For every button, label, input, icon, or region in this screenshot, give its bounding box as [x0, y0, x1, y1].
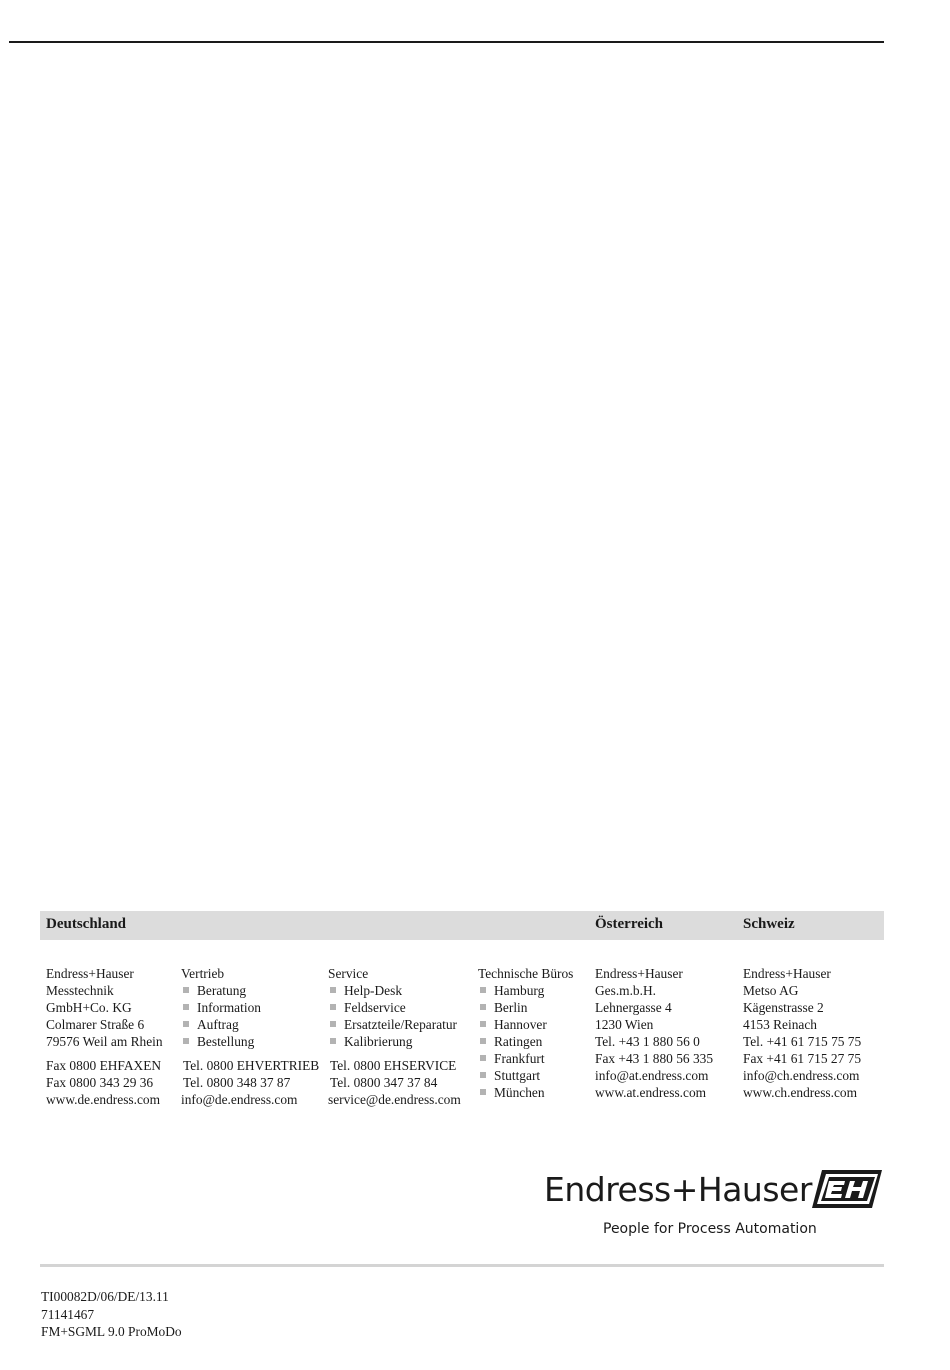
- email-link[interactable]: info@de.endress.com: [181, 1092, 298, 1107]
- address-line: Messtechnik: [46, 983, 114, 998]
- austria-address-column: [595, 965, 713, 1101]
- address-line: GmbH+Co. KG: [46, 1000, 132, 1015]
- address-line: Endress+Hauser: [595, 966, 683, 981]
- header-switzerland: Schweiz: [743, 916, 795, 932]
- address-line: 1230 Wien: [595, 1017, 654, 1032]
- offices-column: [478, 965, 573, 1101]
- logo-tagline: People for Process Automation: [603, 1221, 817, 1237]
- contact-line: Fax +43 1 880 56 335: [595, 1051, 714, 1066]
- list-item: Ratingen: [478, 1033, 573, 1050]
- contact-line: Tel. 0800 EHSERVICE: [330, 1058, 457, 1073]
- list-item: Feldservice: [328, 999, 461, 1016]
- list-item: Berlin: [478, 999, 573, 1016]
- address-line: Endress+Hauser: [743, 966, 831, 981]
- list-item: Bestellung: [181, 1033, 319, 1050]
- contact-line: Tel. 0800 EHVERTRIEB: [183, 1058, 320, 1073]
- list-item: Kalibrierung: [328, 1033, 461, 1050]
- address-line: Colmarer Straße 6: [46, 1017, 145, 1032]
- list-item: Help-Desk: [328, 982, 461, 999]
- list-item: Frankfurt: [478, 1050, 573, 1067]
- address-line: Metso AG: [743, 983, 799, 998]
- email-link[interactable]: info@at.endress.com: [595, 1068, 709, 1083]
- contact-line: Tel. 0800 348 37 87: [183, 1075, 291, 1090]
- contact-line: Tel. +41 61 715 75 75: [743, 1034, 862, 1049]
- address-line: Kägenstrasse 2: [743, 1000, 824, 1015]
- service-column: [328, 965, 461, 1108]
- production-code: FM+SGML 9.0 ProMoDo: [41, 1324, 182, 1339]
- website-link[interactable]: www.de.endress.com: [46, 1092, 161, 1107]
- address-line: 79576 Weil am Rhein: [46, 1034, 163, 1049]
- address-line: Endress+Hauser: [46, 966, 134, 981]
- order-number: 71141467: [41, 1306, 95, 1322]
- sales-title: Vertrieb: [181, 966, 225, 981]
- eh-logo-icon: [812, 1170, 882, 1208]
- service-title: Service: [328, 966, 369, 981]
- email-link[interactable]: service@de.endress.com: [328, 1092, 461, 1107]
- contact-line: Tel. 0800 347 37 84: [330, 1075, 438, 1090]
- company-logo: [544, 1170, 886, 1242]
- list-item: Hamburg: [478, 982, 573, 999]
- list-item: München: [478, 1084, 573, 1101]
- list-item: Auftrag: [181, 1016, 319, 1033]
- email-link[interactable]: info@ch.endress.com: [743, 1068, 860, 1083]
- logo-wordmark: Endress+Hauser: [544, 1170, 812, 1209]
- country-header-bar: [40, 911, 884, 940]
- germany-address-column: [46, 965, 163, 1108]
- address-line: 4153 Reinach: [743, 1017, 818, 1032]
- switzerland-address-column: [743, 965, 861, 1101]
- contact-line: Fax +41 61 715 27 75: [743, 1051, 862, 1066]
- header-germany: Deutschland: [46, 916, 127, 932]
- website-link[interactable]: www.at.endress.com: [595, 1085, 707, 1100]
- offices-title: Technische Büros: [478, 966, 574, 981]
- bottom-divider: [40, 1264, 884, 1267]
- list-item: Stuttgart: [478, 1067, 573, 1084]
- contact-line: Fax 0800 EHFAXEN: [46, 1058, 162, 1073]
- address-line: Lehnergasse 4: [595, 1000, 672, 1015]
- list-item: Ersatzteile/Reparatur: [328, 1016, 461, 1033]
- contact-line: Tel. +43 1 880 56 0: [595, 1034, 700, 1049]
- list-item: Hannover: [478, 1016, 573, 1033]
- document-codes: [41, 1288, 182, 1341]
- address-line: Ges.m.b.H.: [595, 983, 656, 998]
- sales-column: [181, 965, 319, 1108]
- header-austria: Österreich: [595, 916, 664, 932]
- document-code: TI00082D/06/DE/13.11: [41, 1289, 169, 1304]
- top-divider: [9, 41, 884, 43]
- list-item: Beratung: [181, 982, 319, 999]
- list-item: Information: [181, 999, 319, 1016]
- website-link[interactable]: www.ch.endress.com: [743, 1085, 858, 1100]
- contact-line: Fax 0800 343 29 36: [46, 1075, 154, 1090]
